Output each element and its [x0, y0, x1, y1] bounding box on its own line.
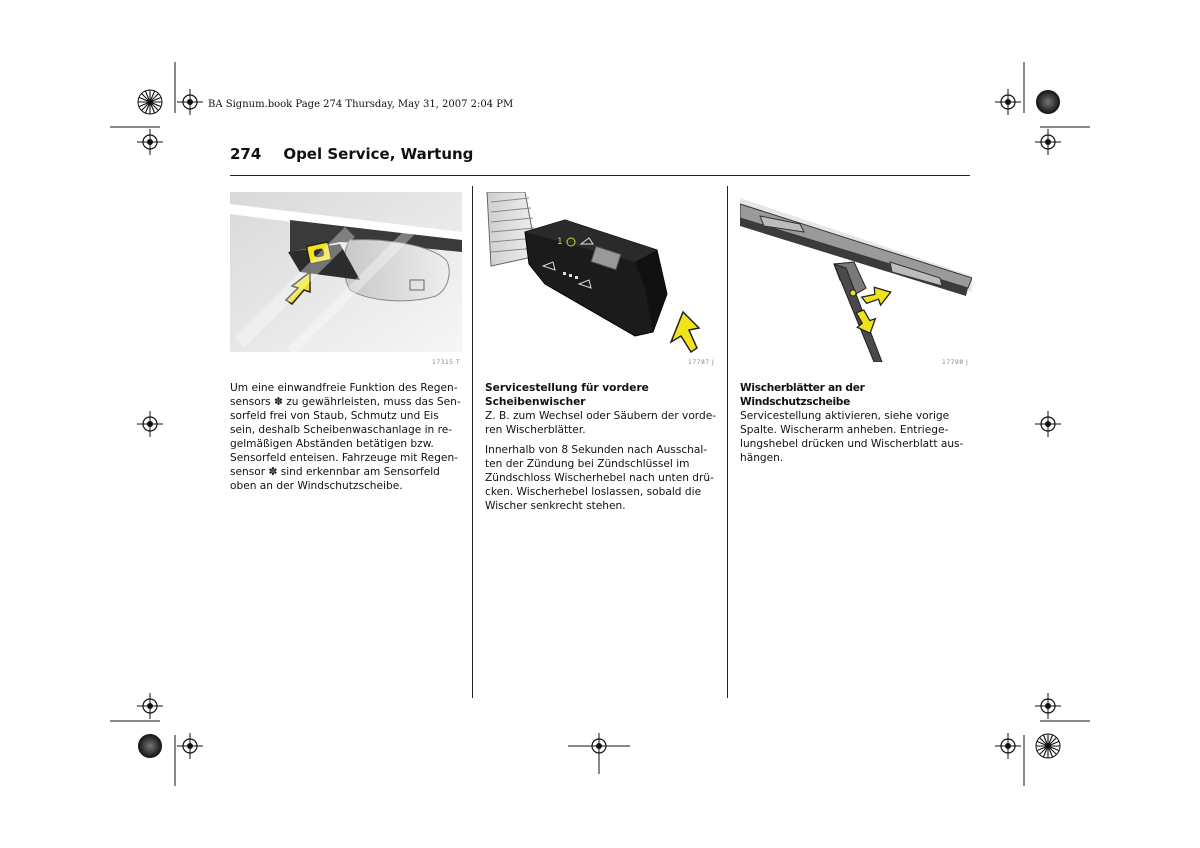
service-heading-line-1: Servicestellung für vordere [485, 382, 649, 394]
column-2-text [485, 381, 721, 513]
svg-text:1: 1 [557, 237, 563, 247]
wiper-blade-heading: Wischerblätter an der Windschutzscheibe [740, 382, 865, 408]
column-1-text [230, 381, 466, 493]
col1-line-5: gelmäßigen Abständen betätigen bzw. [230, 438, 434, 450]
figure-code-2: 17787 J [688, 359, 715, 366]
print-slug: BA Signum.book Page 274 Thursday, May 31, 2007 2:04 PM [208, 99, 514, 110]
figure-code-3: 17798 J [942, 359, 969, 366]
col2-p2-line-3: Zündschloss Wischerhebel nach unten drü- [485, 472, 714, 484]
column-divider-1 [472, 186, 473, 698]
rain-sensor-mirror-illustration [230, 192, 462, 362]
page-header [230, 145, 473, 163]
col2-p2-line-2: ten der Zündung bei Zündschlüssel im [485, 458, 690, 470]
col2-p2-line-4: cken. Wischerhebel loslassen, sobald die [485, 486, 702, 498]
col2-p1-line-2: ren Wischerblätter. [485, 424, 586, 436]
column-divider-2 [727, 186, 728, 698]
col2-p2-line-1: Innerhalb von 8 Sekunden nach Ausschal- [485, 444, 708, 456]
col3-line-2: Spalte. Wischerarm anheben. Entriege- [740, 424, 949, 436]
col3-line-3: lungshebel drücken und Wischerblatt aus- [740, 438, 964, 450]
figure-code-1: 17315 T [432, 359, 461, 366]
col1-line-4: sein, deshalb Scheibenwaschanlage in re- [230, 424, 453, 436]
col1-line-3: sorfeld frei von Staub, Schmutz und Eis [230, 410, 439, 422]
col1-line-7: sensor ✽ sind erkennbar am Sensorfeld [230, 466, 440, 478]
page-number: 274 [230, 145, 262, 163]
col1-line-2: sensors ✽ zu gewährleisten, muss das Sen- [230, 396, 461, 408]
wiper-stalk-illustration [485, 192, 717, 362]
page-title: Opel Service, Wartung [283, 145, 474, 163]
col1-line-1: Um eine einwandfreie Funktion des Regen- [230, 382, 458, 394]
col3-line-1: Servicestellung aktivieren, siehe vorige [740, 410, 950, 422]
col2-p2-line-5: Wischer senkrecht stehen. [485, 500, 626, 512]
col1-line-8: oben an der Windschutzscheibe. [230, 480, 403, 492]
wiper-blade-illustration [740, 192, 972, 362]
column-3-text [740, 381, 976, 465]
col3-line-4: hängen. [740, 452, 784, 464]
service-heading-line-2: Scheibenwischer [485, 396, 586, 408]
col2-p1-line-1: Z. B. zum Wechsel oder Säubern der vorde- [485, 410, 717, 422]
header-rule [230, 175, 970, 176]
col1-line-6: Sensorfeld enteisen. Fahrzeuge mit Regen- [230, 452, 458, 464]
